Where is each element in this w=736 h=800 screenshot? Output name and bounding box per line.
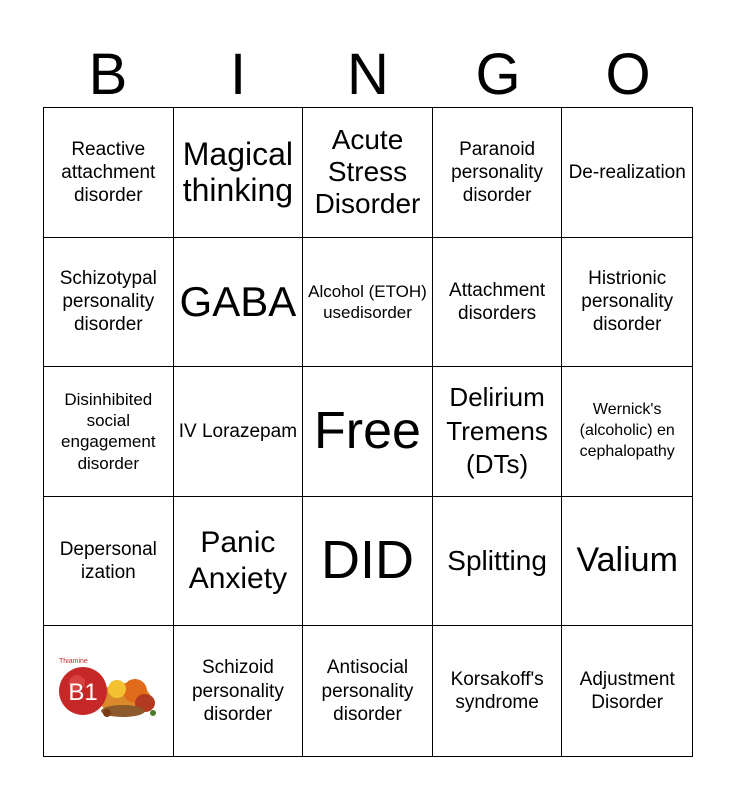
bingo-cell[interactable]: DID (303, 497, 433, 627)
bingo-cell[interactable]: Delirium Tremens (DTs) (433, 367, 563, 497)
bingo-cell[interactable]: GABA (174, 238, 304, 368)
header-letter-b: B (88, 42, 128, 107)
bingo-cell[interactable]: Valium (562, 497, 692, 627)
bingo-cell[interactable]: Adjustment Disorder (579, 669, 675, 714)
bingo-cell[interactable]: Acute Stress Disorder (303, 108, 433, 238)
header-letter-n: N (347, 42, 389, 107)
bingo-cell[interactable]: Schizotypal personality disorder (44, 238, 174, 368)
bingo-cell[interactable]: Paranoid personality disorder (433, 108, 563, 238)
free-space[interactable]: Free (303, 367, 433, 497)
bingo-cell[interactable]: Panic Anxiety (174, 497, 304, 627)
thiamine-caption: Thiamine (59, 658, 89, 666)
bingo-cell[interactable]: Korsakoff's syndrome (433, 626, 563, 756)
bingo-cell[interactable]: Splitting (433, 497, 563, 627)
bingo-cell[interactable]: Magical thinking (174, 108, 304, 238)
bingo-header (43, 42, 693, 108)
header-letter-g: G (475, 42, 521, 107)
bingo-cell[interactable]: IV Lorazepam (174, 367, 304, 497)
bingo-board (43, 107, 693, 757)
bingo-cell[interactable]: Alcohol (ETOH) usedisorder (303, 238, 433, 368)
bingo-cell[interactable]: Schizoid personality disorder (174, 626, 304, 756)
vitamin-label: B1 (68, 679, 98, 707)
header-letter-i: I (229, 42, 247, 107)
bingo-cell[interactable]: Depersonal ization (44, 497, 174, 627)
bingo-cell[interactable]: Histrionic personality disorder (562, 238, 692, 368)
bingo-cell[interactable]: Disinhibited social engagement disorder (44, 367, 174, 497)
bingo-cell[interactable]: De-realization (562, 108, 692, 238)
bingo-cell[interactable]: Reactive attachment disorder (44, 108, 174, 238)
vitamin-b1-icon (53, 651, 163, 731)
header-letter-o: O (605, 42, 651, 107)
bingo-cell[interactable]: Wernick's (alcoholic) en cephalopathy (562, 367, 692, 497)
bingo-cell[interactable]: Antisocial personality disorder (303, 626, 433, 756)
vitamin-b1-cell[interactable] (44, 626, 174, 756)
bingo-cell[interactable]: Attachment disorders (433, 238, 563, 368)
